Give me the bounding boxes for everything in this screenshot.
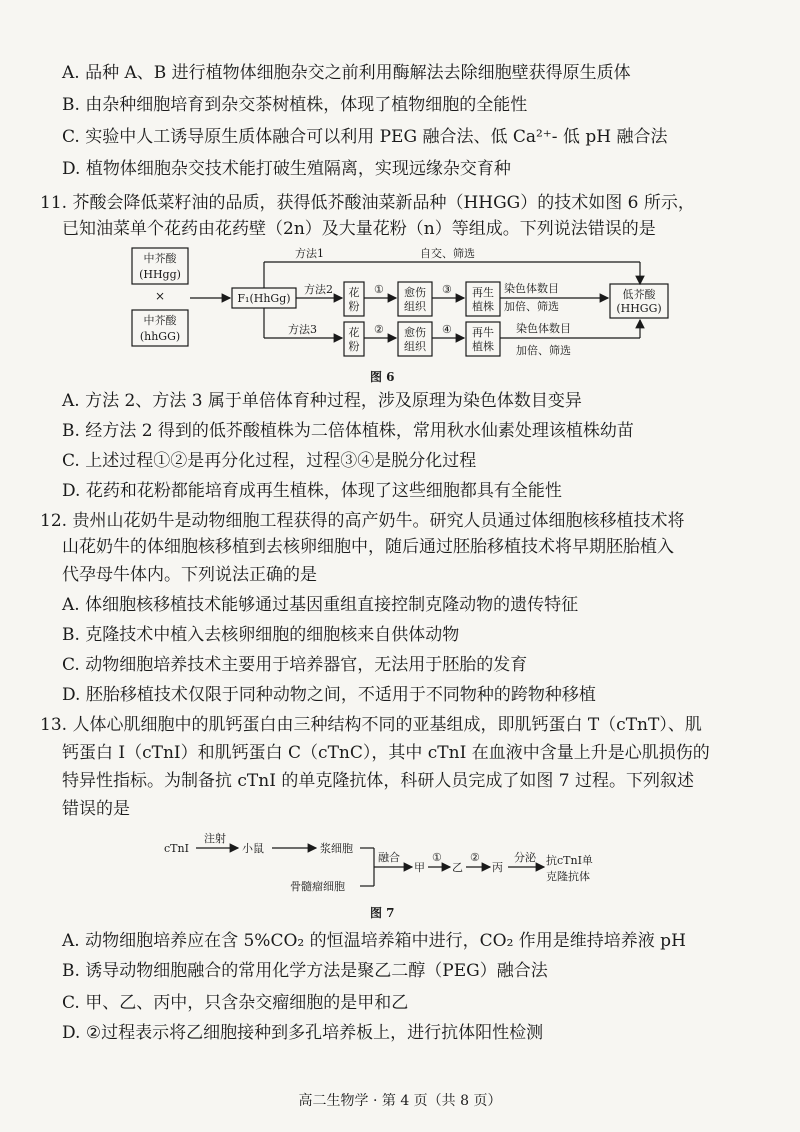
q11-stem-line-2: 已知油菜单个花药由花药壁（2n）及大量花粉（n）等组成。下列说法错误的是 [62, 219, 656, 239]
product-label-2: 克隆抗体 [546, 870, 590, 883]
q11-option-b: B. 经方法 2 得到的低芥酸植株为二倍体植株，常用秋水仙素处理该植株幼苗 [62, 421, 634, 441]
step-2: ② [374, 323, 384, 336]
parent1-genotype: (HHgg) [139, 268, 181, 281]
page-footer: 高二生物学 · 第 4 页（共 8 页） [298, 1093, 502, 1109]
q12-stem-line-3: 代孕母牛体内。下列说法正确的是 [62, 565, 317, 585]
inject-label: 注射 [204, 832, 226, 845]
regen-a1: 再生 [472, 286, 494, 299]
method2-label: 方法2 [304, 283, 333, 296]
callus-a2: 组织 [404, 300, 426, 313]
method1-process: 自交、筛选 [420, 247, 475, 260]
antigen-label: cTnI [164, 842, 189, 855]
result-genotype: (HHGG) [616, 302, 662, 315]
regen-a2: 植株 [472, 300, 494, 313]
cross-symbol: × [154, 289, 166, 303]
double-label-a1: 染色体数目 [504, 282, 559, 295]
q10-option-d: D. 植物体细胞杂交技术能打破生殖隔离，实现远缘杂交育种 [62, 159, 511, 179]
regen-b2: 植株 [472, 340, 494, 353]
q13-option-b: B. 诱导动物细胞融合的常用化学方法是聚乙二醇（PEG）融合法 [62, 961, 548, 981]
callus-b2: 组织 [404, 340, 426, 353]
double-label-b1: 染色体数目 [516, 322, 571, 335]
f1-genotype: F₁(HhGg) [237, 292, 291, 305]
q10-option-c: C. 实验中人工诱导原生质体融合可以利用 PEG 融合法、低 Ca²⁺- 低 pH 融合法 [62, 127, 668, 147]
q13-stem-line-1: 13. 人体心肌细胞中的肌钙蛋白由三种结构不同的亚基组成，即肌钙蛋白 T（cTnT）、肌 [40, 715, 702, 735]
q11-stem-line-1: 11. 芥酸会降低菜籽油的品质，获得低芥酸油菜新品种（HHGG）的技术如图 6 所示， [40, 193, 695, 213]
mouse-label: 小鼠 [242, 842, 264, 855]
q12-option-c: C. 动物细胞培养技术主要用于培养器官，无法用于胚胎的发育 [62, 655, 528, 675]
pollen-label-a: 花 [348, 286, 360, 299]
cell-jia: 甲 [414, 861, 425, 874]
callus-a1: 愈伤 [404, 286, 426, 299]
result-name: 低芥酸 [622, 288, 656, 301]
pollen-label-c: 花 [348, 326, 360, 339]
step-1: ① [374, 283, 384, 296]
q13-option-a: A. 动物细胞培养应在含 5%CO₂ 的恒温培养箱中进行，CO₂ 作用是维持培养液 pH [62, 931, 686, 951]
callus-b1: 愈伤 [404, 326, 426, 339]
q13-option-d: D. ②过程表示将乙细胞接种到多孔培养板上，进行抗体阳性检测 [62, 1023, 544, 1043]
fuse-label: 融合 [378, 851, 400, 864]
fig7-step-2: ② [470, 851, 480, 864]
figure-6-caption: 图 6 [370, 370, 395, 384]
q11-option-a: A. 方法 2、方法 3 属于单倍体育种过程，涉及原理为染色体数目变异 [62, 391, 582, 411]
q12-stem-line-2: 山花奶牛的体细胞核移植到去核卵细胞中，随后通过胚胎移植技术将早期胚胎植入 [62, 537, 674, 557]
cell-yi: 乙 [452, 861, 463, 874]
product-label-1: 抗cTnI单 [546, 854, 593, 867]
q13-option-c: C. 甲、乙、丙中，只含杂交瘤细胞的是甲和乙 [62, 993, 409, 1013]
q10-option-a: A. 品种 A、B 进行植物体细胞杂交之前利用酶解法去除细胞壁获得原生质体 [62, 63, 631, 83]
q12-option-d: D. 胚胎移植技术仅限于同种动物之间，不适用于不同物种的跨物种移植 [62, 685, 596, 705]
regen-b1: 再牛 [472, 326, 494, 339]
method1-label: 方法1 [295, 247, 324, 260]
double-label-b2: 加倍、筛选 [516, 344, 571, 357]
q13-stem-line-3: 特异性指标。为制备抗 cTnI 的单克隆抗体，科研人员完成了如图 7 过程。下列叙述 [62, 771, 694, 791]
fig7-step-1: ① [432, 851, 442, 864]
q11-option-d: D. 花药和花粉都能培育成再生植株，体现了这些细胞都具有全能性 [62, 481, 562, 501]
q13-stem-line-2: 钙蛋白 I（cTnI）和肌钙蛋白 C（cTnC），其中 cTnI 在血液中含量上升是心肌损伤的 [62, 743, 710, 763]
parent2-name: 中芥酸 [143, 314, 177, 327]
plasma-cell-label: 浆细胞 [320, 842, 353, 855]
secrete-label: 分泌 [514, 851, 536, 864]
q11-option-c: C. 上述过程①②是再分化过程，过程③④是脱分化过程 [62, 451, 477, 471]
step-4: ④ [442, 323, 452, 336]
q12-stem-line-1: 12. 贵州山花奶牛是动物细胞工程获得的高产奶牛。研究人员通过体细胞核移植技术将 [40, 511, 685, 531]
figure-6-diagram [120, 242, 680, 367]
q13-stem-line-4: 错误的是 [62, 799, 130, 819]
parent2-genotype: (hhGG) [139, 330, 181, 343]
pollen-label-d: 粉 [348, 340, 360, 353]
pollen-label-b: 粉 [348, 300, 360, 313]
method3-label: 方法3 [288, 323, 317, 336]
myeloma-label: 骨髓瘤细胞 [290, 880, 345, 893]
figure-7-caption: 图 7 [370, 906, 395, 920]
cell-bing: 丙 [492, 861, 503, 874]
q10-option-b: B. 由杂种细胞培育到杂交茶树植株，体现了植物细胞的全能性 [62, 95, 528, 115]
parent1-name: 中芥酸 [143, 252, 177, 265]
step-3: ③ [442, 283, 452, 296]
q12-option-b: B. 克隆技术中植入去核卵细胞的细胞核来自供体动物 [62, 625, 460, 645]
double-label-a2: 加倍、筛选 [504, 300, 559, 313]
q12-option-a: A. 体细胞核移植技术能够通过基因重组直接控制克隆动物的遗传特征 [62, 595, 579, 615]
figure-7-diagram [160, 826, 620, 900]
